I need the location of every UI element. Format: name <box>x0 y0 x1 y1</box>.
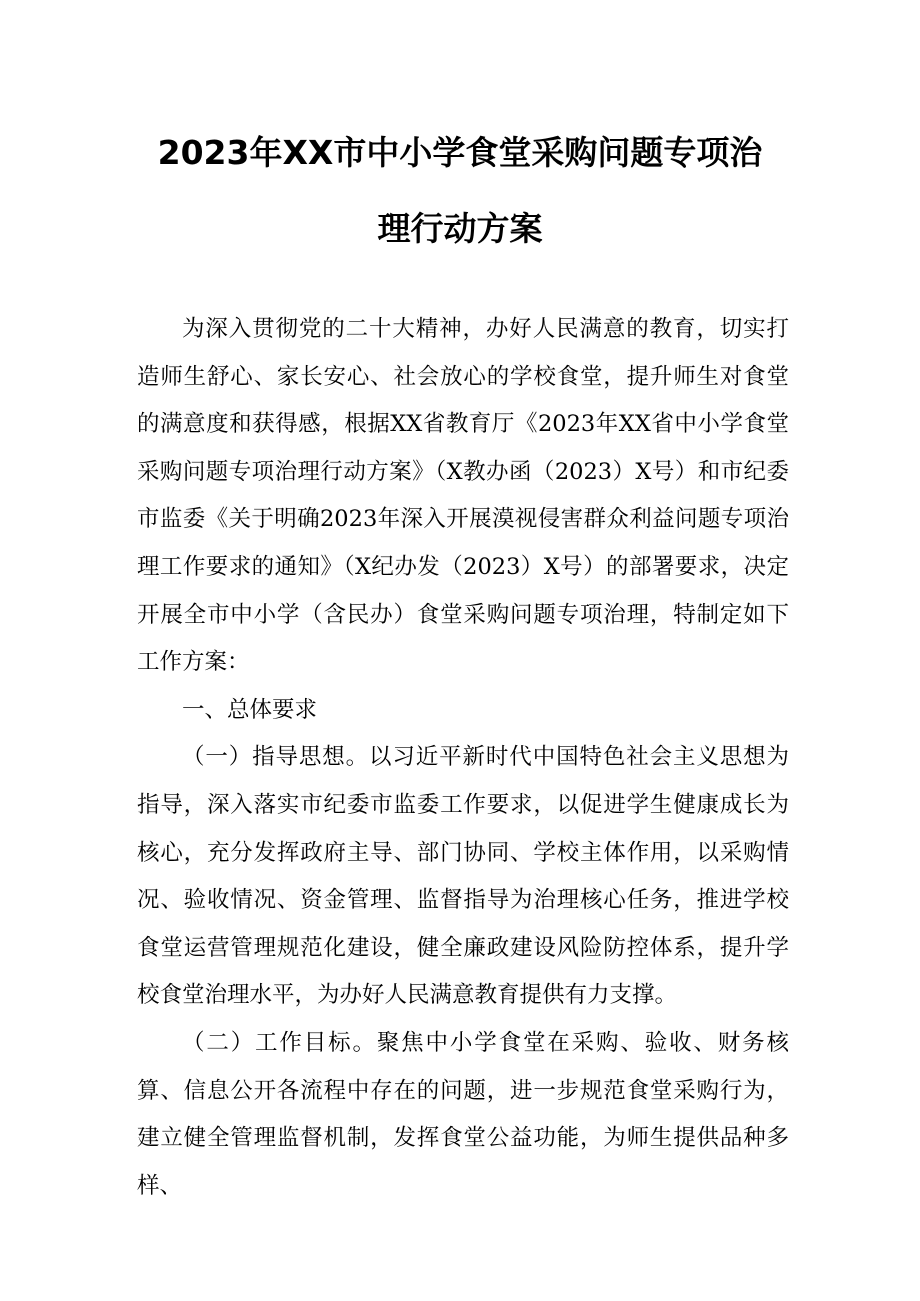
work-goals-paragraph: （二）工作目标。聚焦中小学食堂在采购、验收、财务核算、信息公开各流程中存在的问题，进一步规范食堂采购行为，建立健全管理监督机制，发挥食堂公益功能，为师生提供品种多样、 <box>137 1029 789 1199</box>
intro-paragraph: 为深入贯彻党的二十大精神，办好人民满意的教育，切实打造师生舒心、家长安心、社会放心的学校食堂，提升师生对食堂的满意度和获得感，根据XX省教育厅《2023年XX省中小学食堂采购问题专项治理行动方案》（X教办函（2023）X号）和市纪委市监委《关于明确2023年深入开展漠视侵害群众利益问题专项治理工作要求的通知》（X纪办发（2023）X号）的部署要求，决定开展全市中小学（含民办）食堂采购问题专项治理，特制定如下工作方案： <box>137 316 789 676</box>
document-body <box>137 306 789 1210</box>
section-heading-general-requirements: 一、总体要求 <box>182 696 318 723</box>
guiding-ideology-paragraph: （一）指导思想。以习近平新时代中国特色社会主义思想为指导，深入落实市纪委市监委工作要求，以促进学生健康成长为核心，充分发挥政府主导、部门协同、学校主体作用，以采购情况、验收情况、资金管理、监督指导为治理核心任务，推进学校食堂运营管理规范化建设，健全廉政建设风险防控体系，提升学校食堂治理水平，为办好人民满意教育提供有力支撑。 <box>137 744 789 1009</box>
document-title-line-2: 理行动方案 <box>377 209 543 248</box>
document-title-line-1: 2023年XX市中小学食堂采购问题专项治 <box>157 133 763 172</box>
